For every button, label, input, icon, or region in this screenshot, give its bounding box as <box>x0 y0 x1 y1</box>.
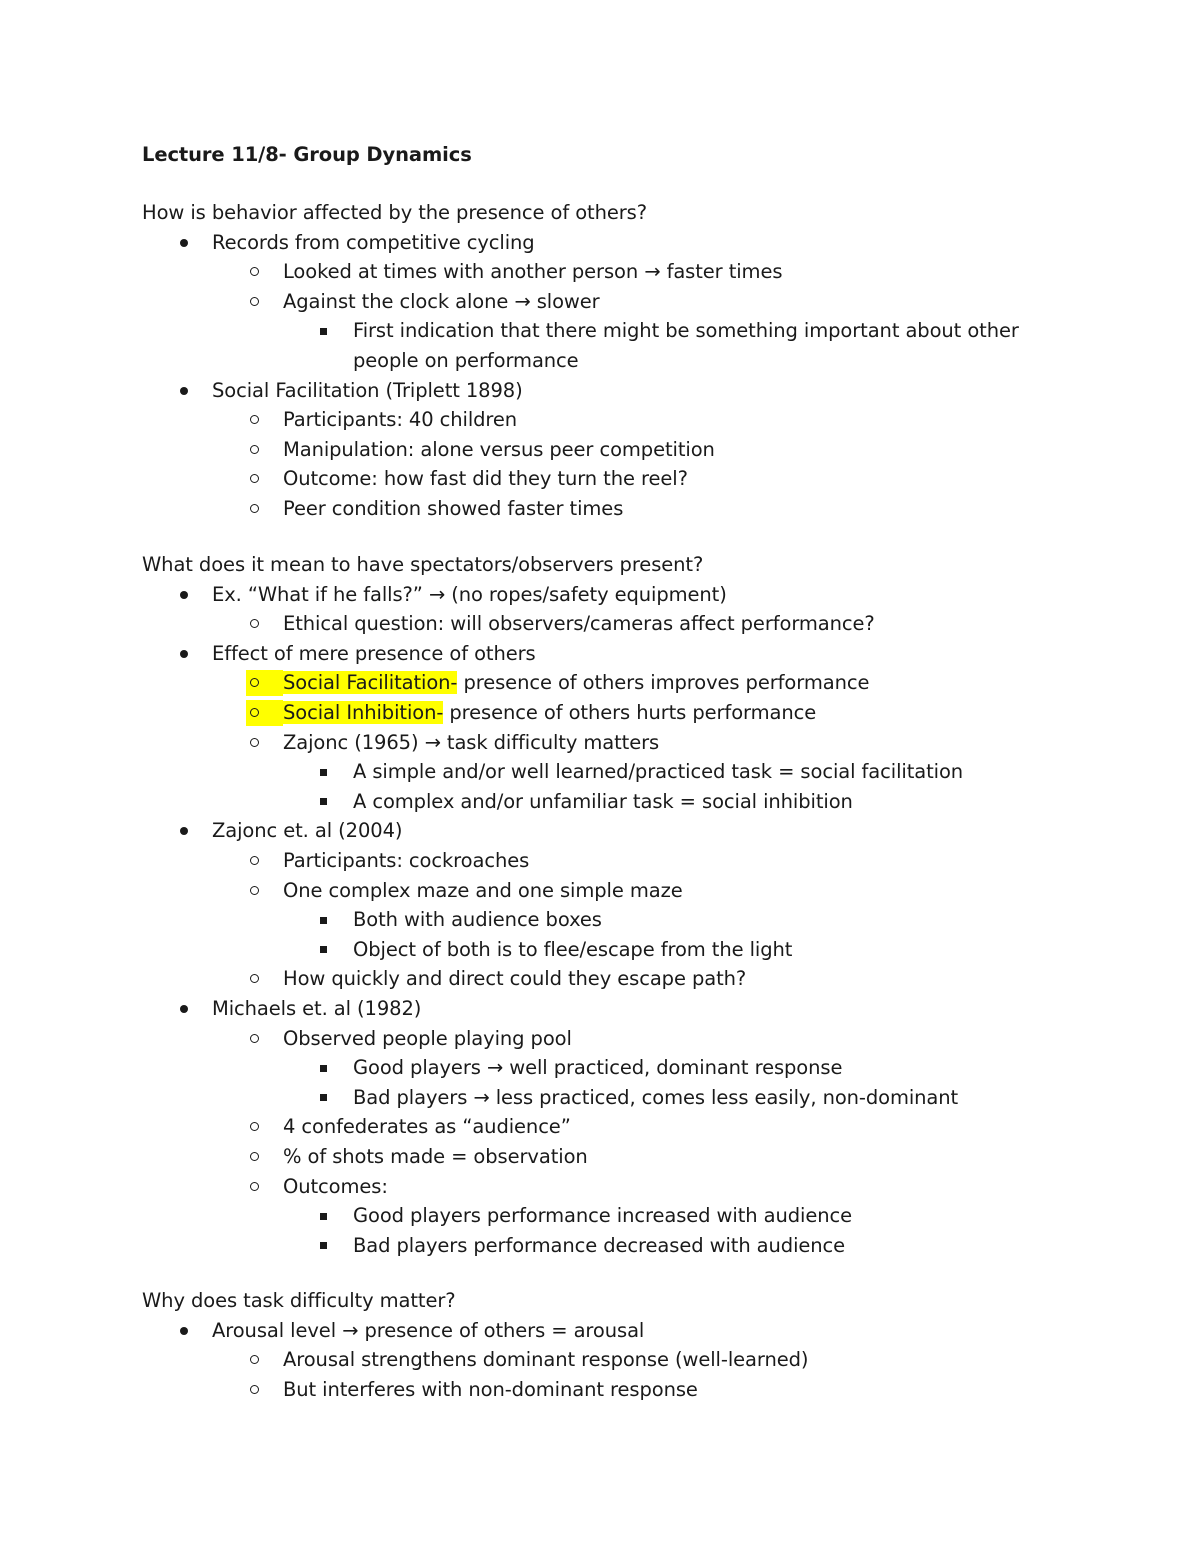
bullet-square-icon <box>320 328 327 335</box>
list-item-text: % of shots made = observation <box>283 1145 588 1168</box>
bullet-circle-icon <box>250 297 259 306</box>
list-item-text: A complex and/or unfamiliar task = social inhibition <box>353 789 853 813</box>
list-item-text: Observed people playing pool <box>283 1026 572 1050</box>
list-item-text: Ex. “What if he falls?” → (no ropes/safety equipment) <box>212 582 727 606</box>
list-item-text: 4 confederates as “audience” <box>283 1115 571 1139</box>
bullet-square-icon <box>320 1213 327 1220</box>
list-item-level-3 <box>353 1203 852 1229</box>
list-item-level-2 <box>283 730 659 756</box>
list-item-text: Arousal level → presence of others = arousal <box>212 1318 645 1342</box>
list-item-level-3 <box>353 789 853 815</box>
bullet-disc-icon <box>180 650 188 658</box>
list-item-text: How quickly and direct could they escape path? <box>283 967 747 991</box>
bullet-circle-icon <box>250 856 259 865</box>
bullet-circle-icon <box>250 504 259 513</box>
list-item-level-3 <box>353 318 1019 344</box>
bullet-square-icon <box>320 1242 327 1249</box>
list-item-level-1 <box>212 1318 644 1344</box>
list-item-level-2 <box>283 670 869 696</box>
list-item-level-2 <box>283 259 782 285</box>
list-item-level-2 <box>283 496 623 522</box>
list-item-text: Michaels et. al (1982) <box>212 997 422 1020</box>
bullet-disc-icon <box>180 1005 188 1013</box>
list-item-text: Social Facilitation (Triplett 1898) <box>212 378 523 402</box>
list-item-text: people on performance <box>353 349 579 372</box>
bullet-disc-icon <box>180 1327 188 1335</box>
list-item-level-1 <box>212 230 535 256</box>
list-item-text: Both with audience boxes <box>353 908 602 932</box>
list-item-level-1 <box>212 378 523 404</box>
bullet-circle-icon <box>250 886 259 895</box>
section-heading: Why does task difficulty matter? <box>142 1289 456 1312</box>
list-item-level-2 <box>283 289 600 315</box>
list-item-level-2 <box>283 878 683 904</box>
bullet-circle-icon <box>250 474 259 483</box>
bullet-disc-icon <box>180 827 188 835</box>
list-item-text: Against the clock alone → slower <box>283 289 600 313</box>
list-item-text: Looked at times with another person → faster times <box>283 260 783 284</box>
bullet-square-icon <box>320 798 327 805</box>
bullet-circle-icon <box>250 1152 259 1161</box>
list-item-level-2 <box>283 1026 572 1052</box>
bullet-disc-icon <box>180 239 188 247</box>
list-item-text: First indication that there might be something important about other <box>353 319 1019 343</box>
list-item-level-3 <box>353 759 963 785</box>
bullet-square-icon <box>320 1065 327 1072</box>
list-item-text: Records from competitive cycling <box>212 230 535 254</box>
list-item-text: Bad players performance decreased with audience <box>353 1233 846 1257</box>
list-item-level-2 <box>283 1347 808 1373</box>
list-item-level-1 <box>212 996 421 1022</box>
bullet-circle-icon <box>250 974 259 983</box>
bullet-circle-icon <box>250 738 259 747</box>
bullet-square-icon <box>320 769 327 776</box>
bullet-disc-icon <box>180 387 188 395</box>
list-item-text: Object of both is to flee/escape from the light <box>353 937 793 961</box>
list-item-text: Outcomes: <box>283 1174 388 1198</box>
list-item-level-2 <box>283 966 746 992</box>
list-item-text: Participants: 40 children <box>283 408 518 432</box>
list-item-level-2 <box>283 466 688 492</box>
document-title: Lecture 11/8- Group Dynamics <box>142 143 472 166</box>
bullet-circle-icon <box>250 445 259 454</box>
section-heading: What does it mean to have spectators/observers present? <box>142 553 704 576</box>
bullet-circle-icon <box>250 619 259 628</box>
list-item-level-2 <box>283 611 875 637</box>
list-item-text: One complex maze and one simple maze <box>283 878 683 902</box>
list-item-text: presence of others hurts performance <box>443 701 817 724</box>
list-item-text: Zajonc (1965) → task difficulty matters <box>283 730 660 754</box>
highlighted-term: Social Inhibition- <box>283 701 444 724</box>
list-item-text: presence of others improves performance <box>457 671 870 695</box>
list-item-text: Good players → well practiced, dominant response <box>353 1056 843 1080</box>
list-item-level-3 <box>353 907 602 933</box>
list-item-text: Bad players → less practiced, comes less easily, non-dominant <box>353 1085 959 1109</box>
list-item-level-1 <box>212 582 727 608</box>
bullet-square-icon <box>320 946 327 953</box>
list-item-text: Outcome: how fast did they turn the reel? <box>283 467 688 491</box>
bullet-square-icon <box>320 917 327 924</box>
list-item-text: A simple and/or well learned/practiced task = social facilitation <box>353 760 964 784</box>
list-item-level-1 <box>212 641 536 667</box>
highlighted-term: Social Facilitation- <box>283 671 458 695</box>
bullet-circle-icon <box>250 1182 259 1191</box>
bullet-circle-icon <box>250 1122 259 1131</box>
bullet-circle-icon <box>250 1385 259 1394</box>
list-item-level-2 <box>283 1174 388 1200</box>
bullet-disc-icon <box>180 591 188 599</box>
bullet-square-icon <box>320 1094 327 1101</box>
list-item-level-2 <box>283 407 517 433</box>
list-item-level-1 <box>212 818 402 844</box>
list-item-level-2 <box>283 848 529 874</box>
bullet-circle-icon <box>250 1034 259 1043</box>
list-item-level-2 <box>283 1144 588 1170</box>
list-item-text: Effect of mere presence of others <box>212 641 536 665</box>
bullet-circle-icon <box>250 415 259 424</box>
bullet-circle-icon <box>250 708 259 717</box>
bullet-circle-icon <box>250 267 259 276</box>
list-item-text: Arousal strengthens dominant response (well-learned) <box>283 1348 809 1372</box>
list-item-continuation <box>353 348 579 374</box>
list-item-text: Participants: cockroaches <box>283 849 530 872</box>
list-item-level-3 <box>353 937 792 963</box>
list-item-text: Ethical question: will observers/cameras affect performance? <box>283 612 875 636</box>
list-item-level-3 <box>353 1085 958 1111</box>
list-item-level-2 <box>283 437 715 463</box>
list-item-level-2 <box>283 1377 698 1403</box>
list-item-text: Manipulation: alone versus peer competition <box>283 437 715 461</box>
list-item-text: But interferes with non-dominant response <box>283 1377 698 1401</box>
section-heading: How is behavior affected by the presence of others? <box>142 201 647 224</box>
list-item-level-3 <box>353 1055 842 1081</box>
list-item-level-2 <box>283 1114 571 1140</box>
list-item-text: Good players performance increased with audience <box>353 1204 853 1228</box>
list-item-level-2 <box>283 700 816 726</box>
list-item-level-3 <box>353 1233 845 1259</box>
list-item-text: Zajonc et. al (2004) <box>212 819 403 843</box>
bullet-circle-icon <box>250 1355 259 1364</box>
list-item-text: Peer condition showed faster times <box>283 497 624 520</box>
